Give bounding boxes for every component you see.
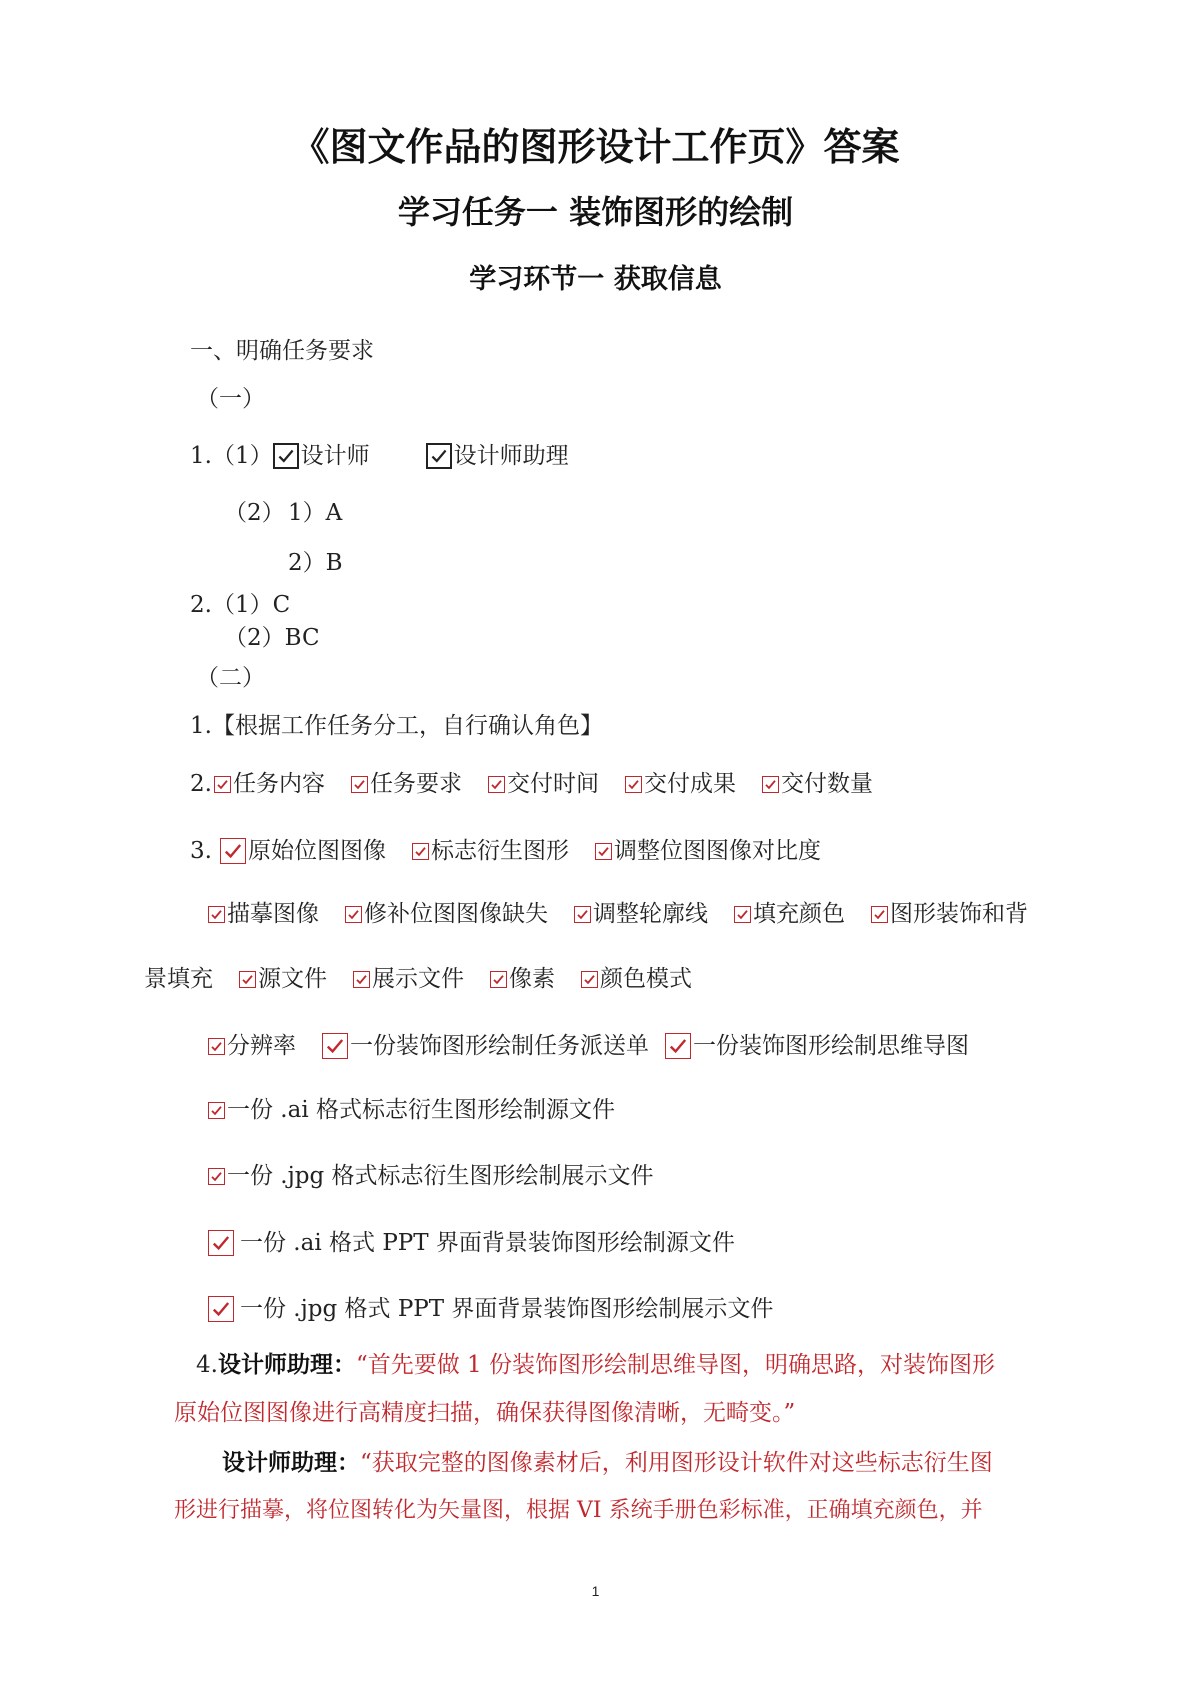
item-3-row-5 [208, 1099, 615, 1122]
checkbox-checked-icon [412, 843, 429, 860]
task-subtitle: 学习任务一 装饰图形的绘制 [397, 193, 794, 231]
checkbox-checked-icon [762, 776, 779, 793]
item-4-line-2: 原始位图图像进行高精度扫描，确保获得图像清晰，无畸变。” [174, 1400, 796, 1426]
item-4b-line-1 [222, 1452, 993, 1475]
checkbox-checked-icon [273, 443, 299, 469]
checkbox-checked-icon [208, 1230, 234, 1256]
option-label: 图形装饰和背 [890, 901, 1028, 927]
checkbox-checked-icon [353, 971, 370, 988]
checkbox-checked-icon [220, 838, 246, 864]
item-4-line-1 [196, 1354, 995, 1377]
option-label: 填充颜色 [753, 901, 845, 927]
checkbox-checked-icon [322, 1033, 348, 1059]
wrapped-text: 景填充 [144, 966, 213, 992]
option-logo-derived-graphic [412, 837, 569, 864]
option-designer [273, 443, 370, 469]
option-label: 像素 [509, 966, 555, 992]
item-2-options [190, 773, 899, 796]
option-display-file [353, 968, 464, 991]
option-fill-color [734, 903, 845, 926]
checkbox-checked-icon [665, 1033, 691, 1059]
checkbox-checked-icon [214, 776, 231, 793]
item-2-prefix: 2. [190, 771, 212, 797]
document-title: 《图文作品的图形设计工作页》答案 [291, 124, 900, 169]
option-pixel [490, 968, 555, 991]
checkbox-checked-icon [426, 443, 452, 469]
option-label: 交付数量 [780, 771, 873, 797]
question-2-1: 2.（1）C [190, 592, 291, 618]
checkbox-checked-icon [490, 971, 507, 988]
part-one-label: （一） [196, 386, 265, 412]
option-delivery-time [488, 773, 599, 796]
item-1-role: 1.【根据工作任务分工，自行确认角色】 [190, 713, 603, 739]
heading-clarify-task: 一、明确任务要求 [190, 338, 374, 364]
option-adjust-contrast [595, 837, 821, 864]
answer-text: “首先要做 1 份装饰图形绘制思维导图，明确思路，对装饰图形 [355, 1352, 995, 1378]
checkbox-checked-icon [208, 1038, 225, 1055]
option-task-content [214, 773, 325, 796]
option-delivery-quantity [762, 773, 873, 796]
option-label: 任务要求 [369, 771, 462, 797]
checkbox-checked-icon [208, 906, 225, 923]
question-1-2-answer-b: 2）B [288, 550, 343, 576]
checkbox-checked-icon [734, 906, 751, 923]
option-source-file [239, 968, 327, 991]
option-label: 调整位图图像对比度 [613, 837, 821, 864]
checkbox-checked-icon [488, 776, 505, 793]
item-4b-line-2: 形进行描摹，将位图转化为矢量图，根据 VI 系统手册色彩标准，正确填充颜色，并 [174, 1498, 983, 1523]
checkbox-checked-icon [351, 776, 368, 793]
item-3-row-6 [208, 1165, 654, 1188]
option-trace-image [208, 903, 319, 926]
item-3-prefix: 3. [190, 837, 212, 864]
option-color-mode [581, 968, 692, 991]
item-3-row-4 [208, 1033, 969, 1059]
item-3-row-3 [144, 968, 718, 991]
option-label: 设计师助理 [453, 442, 569, 469]
item-3-row-8 [208, 1296, 773, 1322]
checkbox-checked-icon [239, 971, 256, 988]
question-1-1 [190, 443, 595, 469]
option-label: 一份装饰图形绘制思维导图 [693, 1032, 969, 1059]
option-task-requirement [351, 773, 462, 796]
question-2-2: （2）BC [224, 625, 320, 651]
page-number: 1 [591, 1583, 600, 1599]
checkbox-checked-icon [581, 971, 598, 988]
section-heading: 学习环节一 获取信息 [469, 264, 722, 295]
option-label: 一份 .jpg 格式标志衍生图形绘制展示文件 [227, 1163, 654, 1189]
checkbox-checked-icon [871, 906, 888, 923]
option-label: 原始位图图像 [247, 837, 386, 864]
speaker-label: 设计师助理： [222, 1450, 360, 1476]
option-label: 调整轮廓线 [593, 901, 708, 927]
option-label: 一份装饰图形绘制任务派送单 [350, 1032, 649, 1059]
option-label: 交付成果 [643, 771, 736, 797]
question-1-2-prefix: （2） [224, 500, 285, 526]
checkbox-checked-icon [595, 843, 612, 860]
checkbox-checked-icon [208, 1168, 225, 1185]
option-label: 一份 .jpg 格式 PPT 界面背景装饰图形绘制展示文件 [240, 1295, 774, 1322]
option-label: 交付时间 [506, 771, 599, 797]
checkbox-checked-icon [345, 906, 362, 923]
question-1-1-prefix: 1.（1） [190, 442, 273, 469]
option-label: 展示文件 [372, 966, 464, 992]
option-label: 设计师 [300, 442, 370, 469]
option-label: 修补位图图像缺失 [364, 901, 548, 927]
option-label: 源文件 [258, 966, 327, 992]
option-label: 描摹图像 [227, 901, 319, 927]
checkbox-checked-icon [625, 776, 642, 793]
option-designer-assistant [426, 443, 569, 469]
checkbox-checked-icon [208, 1102, 225, 1119]
option-repair-bitmap [345, 903, 548, 926]
item-3-row-2 [208, 903, 1028, 926]
answer-text: “获取完整的图像素材后，利用图形设计软件对这些标志衍生图 [360, 1450, 993, 1476]
option-task-dispatch-sheet [322, 1033, 649, 1059]
option-original-bitmap [220, 838, 386, 864]
part-two-label: （二） [196, 665, 265, 691]
option-label: 颜色模式 [600, 966, 692, 992]
option-mind-map [665, 1033, 969, 1059]
item-3-row-1 [190, 838, 847, 864]
checkbox-checked-icon [574, 906, 591, 923]
option-label: 标志衍生图形 [430, 837, 569, 864]
option-resolution [208, 1032, 296, 1059]
item-3-row-7 [208, 1230, 735, 1256]
checkbox-checked-icon [208, 1296, 234, 1322]
item-4-prefix: 4. [196, 1352, 218, 1378]
speaker-label: 设计师助理： [217, 1352, 356, 1378]
option-label: 一份 .ai 格式 PPT 界面背景装饰图形绘制源文件 [240, 1229, 735, 1256]
option-delivery-result [625, 773, 736, 796]
option-label: 一份 .ai 格式标志衍生图形绘制源文件 [227, 1097, 616, 1123]
question-1-2-answer-a: 1）A [288, 500, 343, 526]
option-adjust-outline [574, 903, 708, 926]
option-graphic-decoration [871, 903, 1028, 926]
option-label: 任务内容 [232, 771, 325, 797]
option-label: 分辨率 [227, 1032, 296, 1059]
